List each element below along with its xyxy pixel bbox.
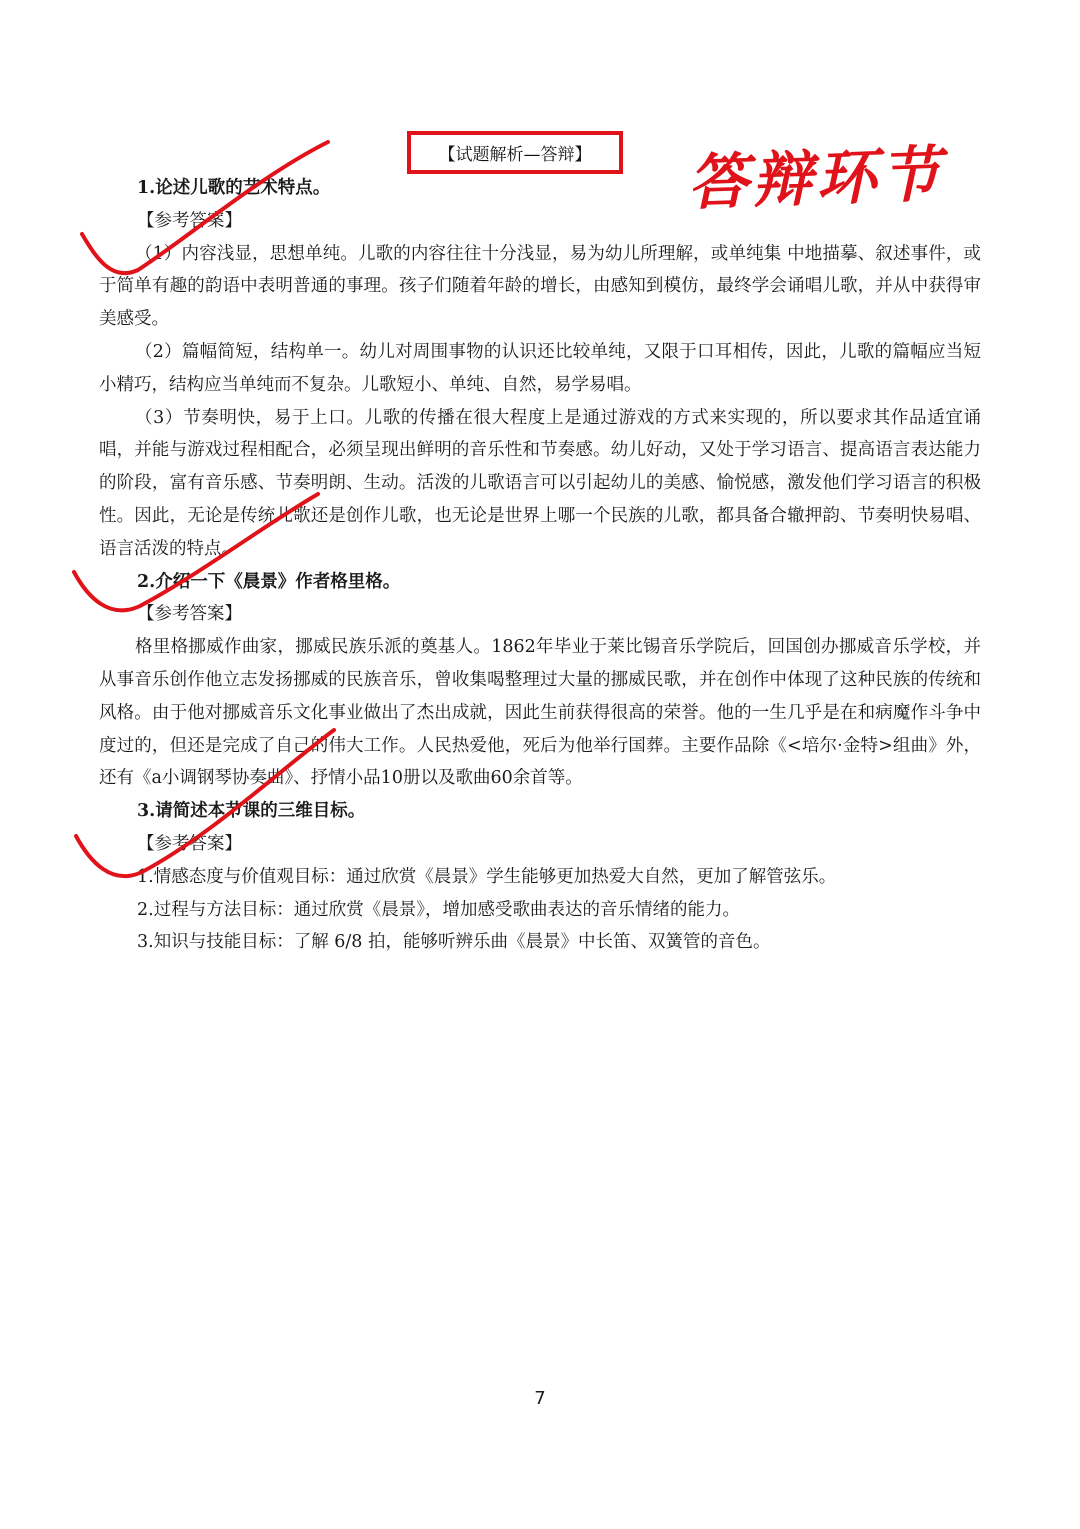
reference-answer-label-3: 【参考答案】 [137, 833, 242, 854]
reference-answer-label-1: 【参考答案】 [137, 210, 242, 231]
question-1: 1.论述儿歌的艺术特点。 [137, 178, 331, 198]
section-title: 【试题解析—答辩】 [438, 145, 592, 165]
reference-answer-label-2: 【参考答案】 [137, 604, 242, 625]
section-title-box [407, 131, 623, 174]
page-number: 7 [534, 1388, 546, 1409]
answer-2-paragraph-1: 格里格挪威作曲家，挪威民族乐派的奠基人。1862年毕业于莱比锡音乐学院后，回国创办挪威音乐学校，并从事音乐创作他立志发扬挪威的民族音乐，曾收集喝整理过大量的挪威民歌，并在创作中体现了这种民族的传统和风格。由于他对挪威音乐文化事业做出了杰出成就，因此生前获得很高的荣誉。他的一生几乎是在和病魔作斗争中度过的，但还是完成了自己的伟大工作。人民热爱他，死后为他举行国葬。主要作品除《<培尔·金特>组曲》外，还有《a小调钢琴协奏曲》、抒情小品10册以及歌曲60余首等。 [99, 637, 981, 789]
question-2: 2.介绍一下《晨景》作者格里格。 [137, 571, 401, 592]
document-body [99, 172, 981, 959]
answer-1-paragraph-3: （3）节奏明快，易于上口。儿歌的传播在很大程度上是通过游戏的方式来实现的，所以要求其作品适宜诵唱，并能与游戏过程相配合，必须呈现出鲜明的音乐性和节奏感。幼儿好动，又处于学习语言、提高语言表达能力的阶段，富有音乐感、节奏明朗、生动。活泼的儿歌语言可以引起幼儿的美感、愉悦感，激发他们学习语言的积极性。因此，无论是传统儿歌还是创作儿歌，也无论是世界上哪一个民族的儿歌，都具备合辙押韵、节奏明快易唱、语言活泼的特点。 [99, 407, 981, 559]
handwritten-stamp: 答辩环节 [686, 139, 946, 219]
goal-item: 2.过程与方法目标：通过欣赏《晨景》，增加感受歌曲表达的音乐情绪的能力。 [137, 899, 740, 920]
answer-1-paragraph-2: （2）篇幅简短，结构单一。幼儿对周围事物的认识还比较单纯，又限于口耳相传，因此，儿歌的篇幅应当短小精巧，结构应当单纯而不复杂。儿歌短小、单纯、自然，易学易唱。 [99, 341, 981, 395]
answer-1-paragraph-1: （1）内容浅显，思想单纯。儿歌的内容往往十分浅显，易为幼儿所理解，或单纯集 中地描摹、叙述事件，或于简单有趣的韵语中表明普通的事理。孩子们随着年龄的增长，由感知到模仿，最终学会诵唱儿歌，并从中获得审美感受。 [99, 243, 981, 330]
goal-item: 3.知识与技能目标：了解 6/8 拍，能够听辨乐曲《晨景》中长笛、双簧管的音色。 [137, 932, 771, 953]
goal-item: 1.情感态度与价值观目标：通过欣赏《晨景》学生能够更加热爱大自然，更加了解管弦乐。 [137, 866, 837, 887]
question-3: 3.请简述本节课的三维目标。 [137, 801, 366, 822]
